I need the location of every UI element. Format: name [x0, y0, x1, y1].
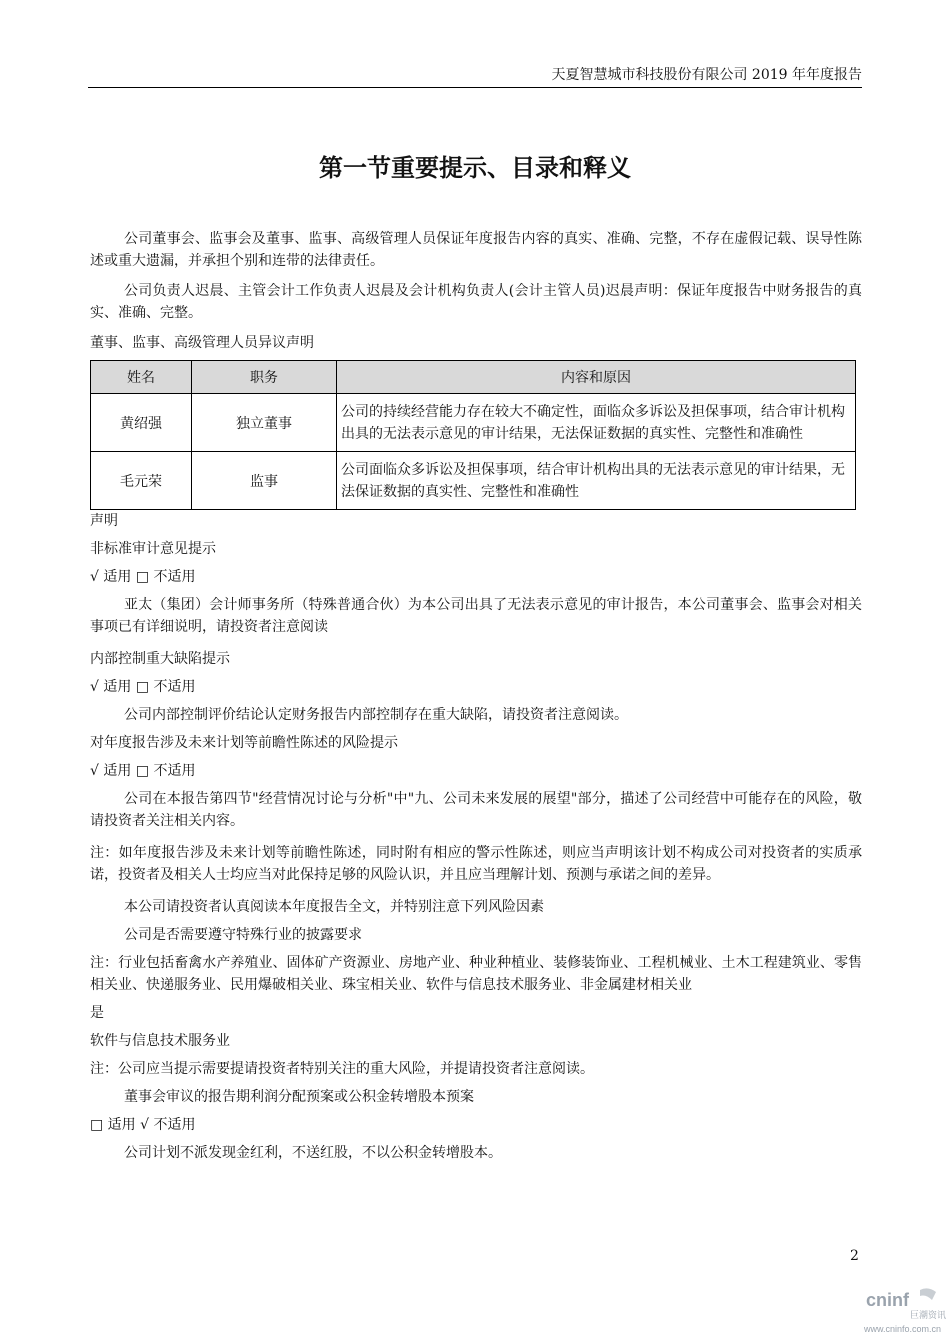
name-cell: 黄绍强 [91, 394, 192, 452]
logo-text: cninf [866, 1290, 909, 1310]
internal-control-heading: 内部控制重大缺陷提示 [90, 651, 230, 667]
read-full-report: 本公司请投资者认真阅读本年度报告全文，并特别注意下列风险因素 [124, 899, 544, 915]
column-header: 内容和原因 [337, 361, 856, 394]
nonstandard-audit-heading: 非标准审计意见提示 [90, 541, 216, 557]
nonstandard-audit-check: √ 适用 □ 不适用 [90, 569, 196, 585]
cninfo-logo [862, 1286, 947, 1336]
internal-control-text: 公司内部控制评价结论认定财务报告内部控制存在重大缺陷，请投资者注意阅读。 [124, 707, 628, 723]
risk-note: 注：如年度报告涉及未来计划等前瞻性陈述，同时附有相应的警示性陈述，则应当声明该计划不构成公司对投资者的实质承诺，投资者及相关人士均应当对此保持足够的风险认识，并且应当理解计划、预测与承诺之间的差异。 [90, 845, 862, 883]
role-cell: 独立董事 [192, 394, 337, 452]
logo-swoosh-icon [920, 1288, 936, 1300]
table-header-row [91, 361, 856, 394]
major-risk-note: 注：公司应当提示需要提请投资者特别关注的重大风险，并提请投资者注意阅读。 [90, 1061, 594, 1077]
column-header: 姓名 [91, 361, 192, 394]
page-number: 2 [850, 1248, 859, 1264]
declaration-label: 声明 [90, 513, 118, 529]
objection-table [90, 360, 856, 510]
industry-answer: 是 [90, 1005, 104, 1021]
board-guarantee-paragraph: 公司董事会、监事会及董事、监事、高级管理人员保证年度报告内容的真实、准确、完整，不存在虚假记载、误导性陈述或重大遗漏，并承担个别和连带的法律责任。 [90, 231, 862, 269]
nonstandard-audit-text: 亚太（集团）会计师事务所（特殊普通合伙）为本公司出具了无法表示意见的审计报告，本公司董事会、监事会对相关事项已有详细说明，请投资者注意阅读 [90, 597, 862, 635]
responsible-person-paragraph: 公司负责人迟晨、主管会计工作负责人迟晨及会计机构负责人(会计主管人员)迟晨声明：保证年度报告中财务报告的真实、准确、完整。 [90, 283, 862, 321]
risk-heading: 对年度报告涉及未来计划等前瞻性陈述的风险提示 [90, 735, 398, 751]
name-cell: 毛元荣 [91, 452, 192, 510]
industry-disclosure-question: 公司是否需要遵守特殊行业的披露要求 [124, 927, 362, 943]
logo-url: www.cninfo.com.cn [864, 1324, 942, 1334]
column-header: 职务 [192, 361, 337, 394]
industry-value: 软件与信息技术服务业 [90, 1033, 230, 1049]
risk-check: √ 适用 □ 不适用 [90, 763, 196, 779]
objection-heading: 董事、监事、高级管理人员异议声明 [90, 335, 314, 351]
report-header: 天夏智慧城市科技股份有限公司 2019 年年度报告 [551, 67, 862, 83]
logo-subtext: 巨潮资讯 [910, 1311, 947, 1321]
reason-cell: 公司的持续经营能力存在较大不确定性，面临众多诉讼及担保事项，结合审计机构出具的无法表示意见的审计结果，无法保证数据的真实性、完整性和准确性 [337, 394, 856, 452]
table-row [91, 452, 856, 510]
table-row [91, 394, 856, 452]
industry-note: 注：行业包括畜禽水产养殖业、固体矿产资源业、房地产业、种业种植业、装修装饰业、工程机械业、土木工程建筑业、零售相关业、快递服务业、民用爆破相关业、珠宝相关业、软件与信息技术服务业、非金属建材相关业 [90, 955, 862, 993]
internal-control-check: √ 适用 □ 不适用 [90, 679, 196, 695]
section-title: 第一节重要提示、目录和释义 [319, 154, 631, 182]
reason-cell: 公司面临众多诉讼及担保事项，结合审计机构出具的无法表示意见的审计结果，无法保证数据的真实性、完整性和准确性 [337, 452, 856, 510]
risk-text: 公司在本报告第四节"经营情况讨论与分析"中"九、公司未来发展的展望"部分，描述了公司经营中可能存在的风险，敬请投资者关注相关内容。 [90, 791, 862, 829]
dividend-check: □ 适用 √ 不适用 [90, 1117, 196, 1133]
dividend-heading: 董事会审议的报告期利润分配预案或公积金转增股本预案 [124, 1089, 474, 1105]
dividend-text: 公司计划不派发现金红利，不送红股，不以公积金转增股本。 [124, 1145, 502, 1161]
header-rule [88, 87, 862, 88]
role-cell: 监事 [192, 452, 337, 510]
